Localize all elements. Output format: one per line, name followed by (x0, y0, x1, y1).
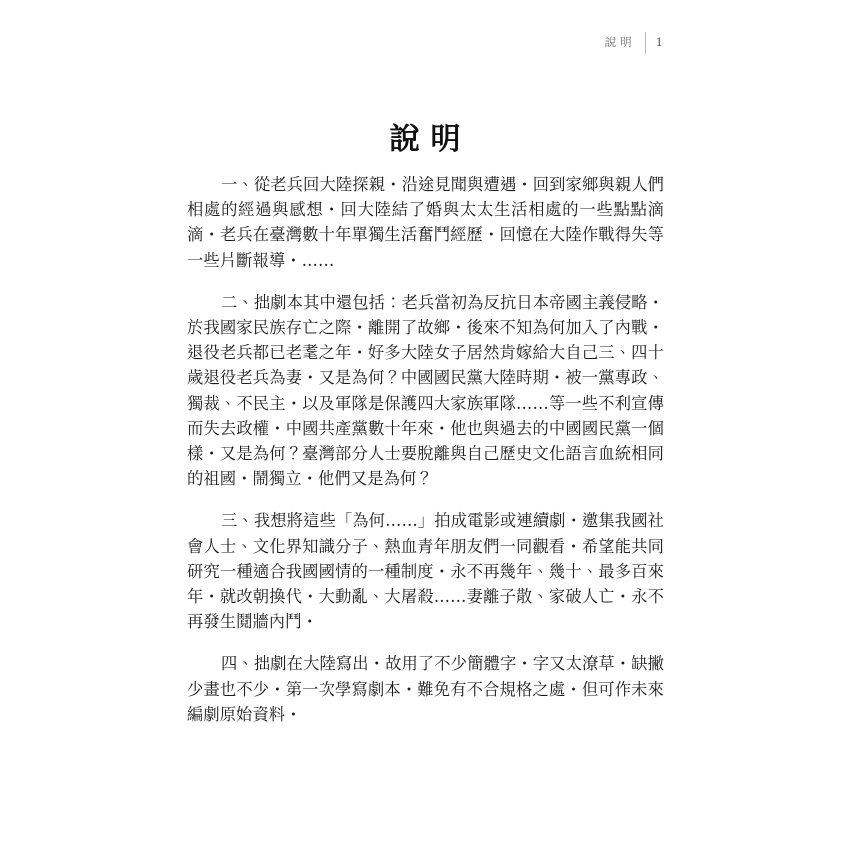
paragraph-1: 一、從老兵回大陸探親・沿途見聞與遭遇・回到家鄉與親人們相處的經過與感想・回大陸結了婚與太太生活相處的一些點點滴滴・老兵在臺灣數十年單獨生活奮鬥經歷・回憶在大陸作戰得失等一些片斷報導・…… (187, 175, 664, 270)
body-text (187, 172, 664, 727)
paragraph-3: 三、我想將這些「為何……」拍成電影或連續劇・邀集我國社會人士、文化界知識分子、熱血青年朋友們一同觀看・希望能共同研究一種適合我國國情的一種制度・永不再幾年、幾十、最多百來年・就改朝換代・大動亂、大屠殺……妻離子散、家破人亡・永不再發生鬩牆內鬥・ (187, 511, 664, 632)
paragraph-2: 二、拙劇本其中還包括：老兵當初為反抗日本帝國主義侵略・於我國家民族存亡之際・離開了故鄉・後來不知為何加入了內戰・退役老兵都已老耄之年・好多大陸女子居然肯嫁給大自己三、四十歲退役老兵為妻・又是為何？中國國民黨大陸時期・被一黨專政、獨裁、不民主・以及軍隊是保護四大家族軍隊……等一些不利宣傳而失去政權・中國共產黨數十年來・他也與過去的中國國民黨一個樣・又是為何？臺灣部分人士要脫離與自己歷史文化語言血統相同的祖國・鬧獨立・他們又是為何？ (187, 292, 664, 489)
page-number: 1 (655, 35, 663, 50)
running-header (0, 30, 663, 56)
page-title: 說明 (389, 122, 472, 158)
paragraph-4: 四、拙劇在大陸寫出・故用了不少簡體字・字又太潦草・缺撇少畫也不少・第一次學寫劇本・難免有不合規格之處・但可作未來編劇原始資料・ (187, 654, 664, 724)
running-header-chapter: 說明 (604, 35, 636, 50)
